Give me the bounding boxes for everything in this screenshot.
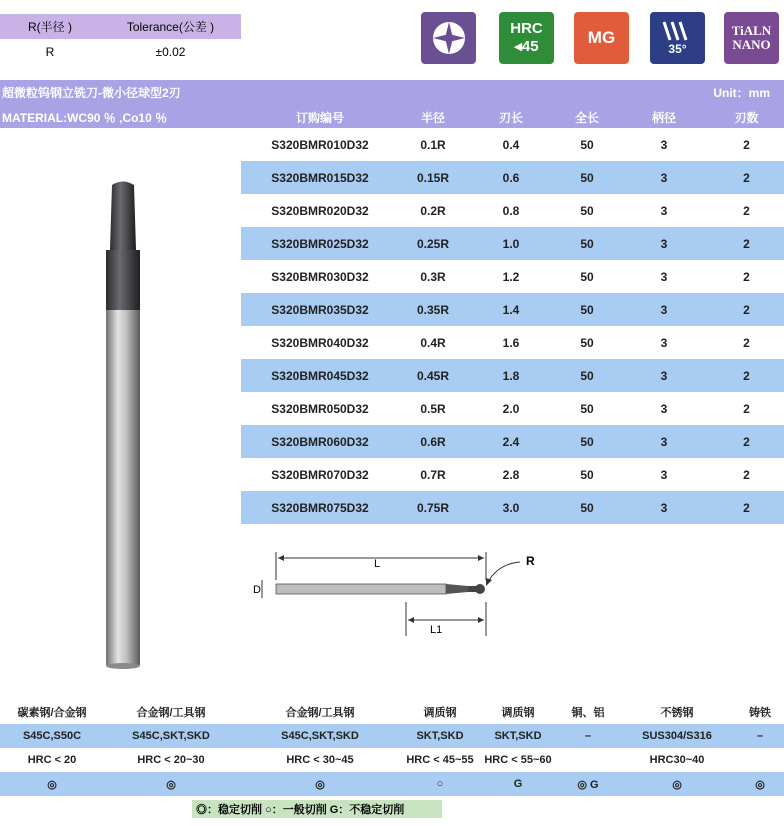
- cell-shank-dia: 3: [660, 467, 668, 482]
- cutting-legend: ◎：稳定切削 ○：一般切削 G：不稳定切削: [192, 800, 442, 818]
- helix-badge: [650, 12, 705, 64]
- cell-flutes: 2: [743, 269, 750, 284]
- hrc-value: ◂45: [514, 38, 539, 55]
- table-header-bar: [0, 102, 784, 128]
- table-row: [241, 425, 784, 458]
- cell-overall-length: 50: [580, 170, 594, 185]
- cell-shank-dia: 3: [660, 269, 668, 284]
- material-cell: SUS304/S316: [642, 730, 712, 742]
- material-cell: S45C,S50C: [22, 730, 82, 742]
- cell-order-no: S320BMR070D32: [271, 467, 369, 482]
- cell-radius: 0.7R: [420, 467, 446, 482]
- cell-shank-dia: 3: [660, 434, 668, 449]
- cell-flutes: 2: [743, 302, 750, 317]
- material-cell: 不锈钢: [660, 707, 694, 719]
- cell-overall-length: 50: [580, 203, 594, 218]
- table-row: [241, 491, 784, 524]
- cell-flute-length: 2.4: [502, 434, 520, 449]
- helix-angle: 35°: [668, 42, 687, 56]
- cell-shank-dia: 3: [660, 335, 668, 350]
- cell-shank-dia: 3: [660, 401, 668, 416]
- cell-shank-dia: 3: [660, 302, 668, 317]
- material-cell: –: [756, 730, 764, 742]
- cell-flute-length: 2.8: [502, 467, 520, 482]
- cell-radius: 0.2R: [420, 203, 446, 218]
- helix-icon: [660, 20, 696, 42]
- material-cell: 铜、铝: [571, 707, 605, 719]
- material-cell: HRC < 20: [27, 754, 77, 766]
- dimension-diagram: [248, 546, 548, 646]
- material-cell: HRC < 45~55: [406, 754, 474, 766]
- cell-flute-length: 1.2: [502, 269, 520, 284]
- cell-flutes: 2: [743, 401, 750, 416]
- cell-shank-dia: 3: [660, 368, 668, 383]
- material-cell: –: [584, 730, 592, 742]
- cell-order-no: S320BMR050D32: [271, 401, 369, 416]
- coating-line1: TiALN: [731, 23, 772, 38]
- cell-overall-length: 50: [580, 368, 594, 383]
- tolerance-header-radius: R(半径 ): [28, 20, 72, 34]
- material-cell: S45C,SKT,SKD: [281, 730, 359, 742]
- tolerance-value-row: [0, 39, 241, 64]
- material-label: MATERIAL:WC90 ％ ,Co10 ％: [2, 111, 168, 125]
- materials-table: [0, 700, 784, 796]
- tolerance-header-row: [0, 14, 241, 39]
- material-hardness-row: [0, 748, 784, 772]
- ball-end-icon: [421, 12, 476, 64]
- tolerance-header-tolerance: Tolerance(公差 ): [126, 20, 215, 34]
- cell-radius: 0.5R: [420, 401, 446, 416]
- material-cell: 铸铁: [749, 707, 771, 719]
- material-suitability-row: [0, 772, 784, 796]
- cell-order-no: S320BMR025D32: [271, 236, 369, 251]
- material-cell: S45C,SKT,SKD: [132, 730, 210, 742]
- table-row: [241, 326, 784, 359]
- material-cell: HRC30~40: [649, 754, 705, 766]
- cell-order-no: S320BMR045D32: [271, 368, 369, 383]
- table-row: [241, 194, 784, 227]
- material-cell: ◎: [315, 778, 325, 791]
- cell-flute-length: 0.8: [502, 203, 520, 218]
- cell-flutes: 2: [743, 335, 750, 350]
- cell-radius: 0.35R: [416, 302, 450, 317]
- product-title: 超微粒钨钢立铣刀-微小径球型2刃: [2, 86, 181, 100]
- cell-radius: 0.6R: [420, 434, 446, 449]
- spec-table: [241, 128, 784, 524]
- cell-flutes: 2: [743, 434, 750, 449]
- end-mill-image: [90, 180, 160, 680]
- cell-order-no: S320BMR030D32: [271, 269, 369, 284]
- table-row: [241, 128, 784, 161]
- table-row: [241, 161, 784, 194]
- material-cell: 调质钢: [423, 707, 457, 719]
- cell-flutes: 2: [743, 500, 750, 515]
- material-cell: ◎: [166, 778, 176, 791]
- header-overall-length: 全长: [574, 111, 599, 125]
- material-header-row: [0, 700, 784, 724]
- cell-shank-dia: 3: [660, 203, 668, 218]
- mg-label: MG: [587, 28, 616, 47]
- cell-shank-dia: 3: [660, 137, 668, 152]
- material-cell: HRC < 55~60: [484, 754, 552, 766]
- cell-overall-length: 50: [580, 137, 594, 152]
- cell-order-no: S320BMR010D32: [271, 137, 369, 152]
- cell-flute-length: 1.4: [502, 302, 520, 317]
- cell-flutes: 2: [743, 368, 750, 383]
- mg-badge: [574, 12, 629, 64]
- cell-flutes: 2: [743, 137, 750, 152]
- coating-badge: [724, 12, 779, 64]
- cell-flute-length: 0.6: [502, 170, 520, 185]
- material-cell: HRC < 30~45: [286, 754, 354, 766]
- diagram-d-label: D: [253, 584, 261, 596]
- cell-radius: 0.4R: [420, 335, 446, 350]
- cell-flutes: 2: [743, 236, 750, 251]
- cell-order-no: S320BMR020D32: [271, 203, 369, 218]
- cell-overall-length: 50: [580, 500, 594, 515]
- cell-shank-dia: 3: [660, 500, 668, 515]
- material-cell: SKT,SKD: [416, 730, 464, 742]
- hrc-label: HRC: [510, 20, 543, 37]
- cell-flute-length: 1.8: [502, 368, 520, 383]
- table-row: [241, 293, 784, 326]
- cell-overall-length: 50: [580, 401, 594, 416]
- material-cell: ◎: [755, 778, 765, 791]
- material-cell: 碳素钢/合金钢: [17, 707, 87, 719]
- cell-order-no: S320BMR015D32: [271, 170, 369, 185]
- cell-shank-dia: 3: [660, 170, 668, 185]
- cell-overall-length: 50: [580, 302, 594, 317]
- material-cell: 合金钢/工具钢: [285, 707, 355, 719]
- cell-radius: 0.1R: [420, 137, 446, 152]
- cell-flute-length: 3.0: [502, 500, 520, 515]
- table-row: [241, 260, 784, 293]
- cell-order-no: S320BMR035D32: [271, 302, 369, 317]
- cell-order-no: S320BMR060D32: [271, 434, 369, 449]
- cell-order-no: S320BMR040D32: [271, 335, 369, 350]
- cell-overall-length: 50: [580, 467, 594, 482]
- material-grade-row: [0, 724, 784, 748]
- cell-shank-dia: 3: [660, 236, 668, 251]
- tolerance-table: [0, 14, 241, 64]
- material-cell: SKT,SKD: [494, 730, 542, 742]
- diagram-l1-label: L1: [430, 624, 443, 636]
- product-title-bar: [0, 80, 784, 102]
- material-cell: 调质钢: [501, 707, 535, 719]
- material-cell: 合金钢/工具钢: [136, 707, 206, 719]
- cell-radius: 0.75R: [416, 500, 450, 515]
- header-flute-length: 刃长: [498, 111, 523, 125]
- header-radius: 半径: [420, 111, 445, 125]
- cell-overall-length: 50: [580, 269, 594, 284]
- unit-label: Unit：mm: [713, 86, 770, 100]
- table-row: [241, 458, 784, 491]
- table-row: [241, 359, 784, 392]
- cell-overall-length: 50: [580, 335, 594, 350]
- diagram-r-label: R: [526, 554, 535, 568]
- header-flutes: 刃数: [734, 111, 759, 125]
- cell-flutes: 2: [743, 467, 750, 482]
- header-shank-dia: 柄径: [651, 111, 676, 125]
- cell-flutes: 2: [743, 203, 750, 218]
- table-row: [241, 392, 784, 425]
- table-row: [241, 227, 784, 260]
- material-cell: G: [513, 778, 523, 790]
- tolerance-value: ±0.02: [155, 44, 186, 59]
- cell-radius: 0.15R: [416, 170, 450, 185]
- cell-flute-length: 1.0: [502, 236, 520, 251]
- material-cell: HRC < 20~30: [137, 754, 205, 766]
- material-cell: ◎: [672, 778, 682, 791]
- coating-line2: NANO: [732, 37, 771, 52]
- tolerance-radius-value: R: [45, 44, 55, 59]
- cell-radius: 0.45R: [416, 368, 450, 383]
- material-cell: ◎ G: [577, 778, 599, 791]
- material-cell: ○: [436, 778, 444, 790]
- cell-flute-length: 0.4: [502, 137, 520, 152]
- material-cell: ◎: [47, 778, 57, 791]
- cell-overall-length: 50: [580, 236, 594, 251]
- header-order-no: 订购编号: [295, 111, 344, 125]
- diagram-l-label: L: [374, 558, 381, 570]
- hrc-badge: [499, 12, 554, 64]
- cell-flutes: 2: [743, 170, 750, 185]
- cell-radius: 0.25R: [416, 236, 450, 251]
- cell-order-no: S320BMR075D32: [271, 500, 369, 515]
- cell-flute-length: 1.6: [502, 335, 520, 350]
- cell-radius: 0.3R: [420, 269, 446, 284]
- cell-flute-length: 2.0: [502, 401, 520, 416]
- cell-overall-length: 50: [580, 434, 594, 449]
